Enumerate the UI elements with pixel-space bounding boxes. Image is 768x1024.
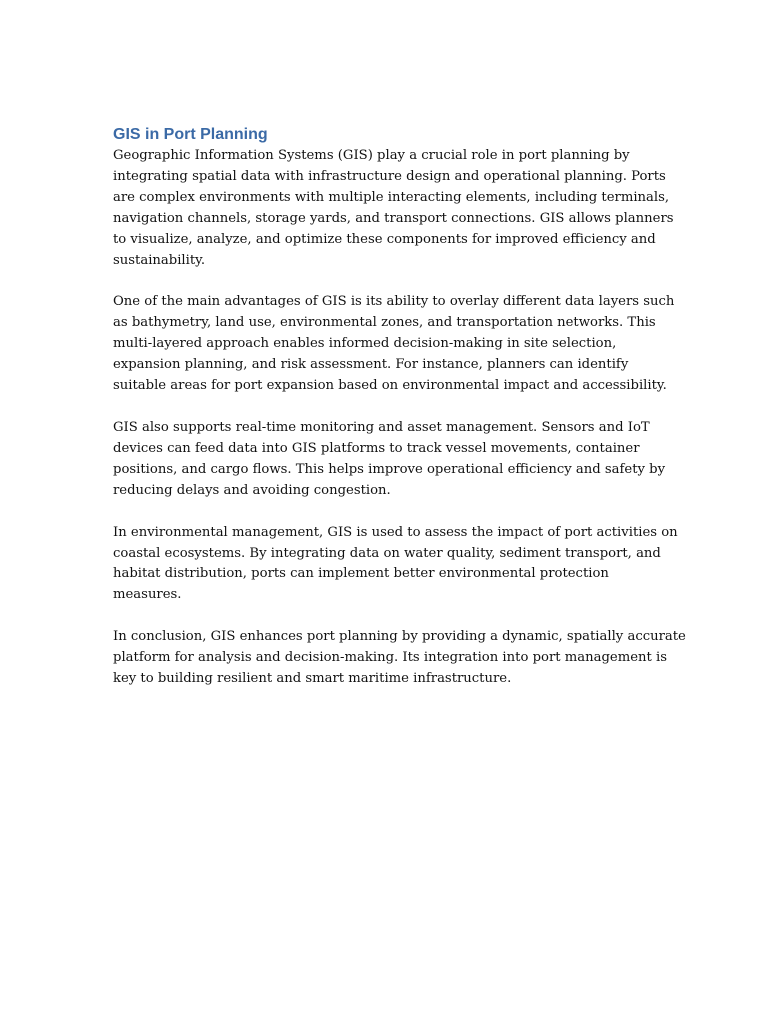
paragraph-intro bbox=[113, 146, 674, 271]
document-heading: GIS in Port Planning bbox=[113, 126, 268, 143]
paragraph-line: coastal ecosystems. By integrating data on water quality, sediment transport, and bbox=[113, 545, 661, 561]
paragraph-line: One of the main advantages of GIS is its ability to overlay different data layers such bbox=[113, 294, 675, 310]
paragraph-line: In environmental management, GIS is used to assess the impact of port activities on bbox=[113, 524, 678, 540]
paragraph-line: key to building resilient and smart maritime infrastructure. bbox=[113, 671, 512, 687]
paragraph-line: reducing delays and avoiding congestion. bbox=[113, 482, 391, 498]
paragraph-line: measures. bbox=[113, 587, 182, 603]
paragraph-line: platform for analysis and decision-making. Its integration into port management is bbox=[113, 650, 667, 666]
paragraph-line: as bathymetry, land use, environmental zones, and transportation networks. This bbox=[113, 315, 656, 331]
paragraph-conclusion bbox=[113, 627, 686, 690]
paragraph-line: sustainability. bbox=[113, 252, 206, 268]
paragraph-line: are complex environments with multiple interacting elements, including terminals, bbox=[113, 189, 670, 205]
paragraph-line: to visualize, analyze, and optimize these components for improved efficiency and bbox=[113, 231, 656, 247]
paragraph-line: Geographic Information Systems (GIS) play a crucial role in port planning by bbox=[113, 148, 630, 163]
document-body bbox=[113, 124, 686, 711]
paragraph-line: devices can feed data into GIS platforms to track vessel movements, container bbox=[113, 440, 640, 456]
paragraph-line: multi-layered approach enables informed decision-making in site selection, bbox=[113, 336, 617, 352]
paragraph-advantages bbox=[113, 292, 675, 397]
paragraph-line: suitable areas for port expansion based on environmental impact and accessibility. bbox=[113, 378, 667, 394]
paragraph-line: GIS also supports real-time monitoring and asset management. Sensors and IoT bbox=[113, 419, 650, 435]
paragraph-line: integrating spatial data with infrastructure design and operational planning. Ports bbox=[113, 168, 666, 184]
paragraph-line: expansion planning, and risk assessment. For instance, planners can identify bbox=[113, 357, 629, 373]
paragraph-environmental bbox=[113, 523, 678, 607]
paragraph-line: In conclusion, GIS enhances port planning by providing a dynamic, spatially accurate bbox=[113, 629, 686, 645]
paragraph-line: positions, and cargo flows. This helps improve operational efficiency and safety by bbox=[113, 461, 666, 477]
paragraph-line: habitat distribution, ports can implement better environmental protection bbox=[113, 566, 609, 582]
paragraph-monitoring bbox=[113, 418, 666, 502]
paragraph-line: navigation channels, storage yards, and transport connections. GIS allows planners bbox=[113, 210, 674, 226]
